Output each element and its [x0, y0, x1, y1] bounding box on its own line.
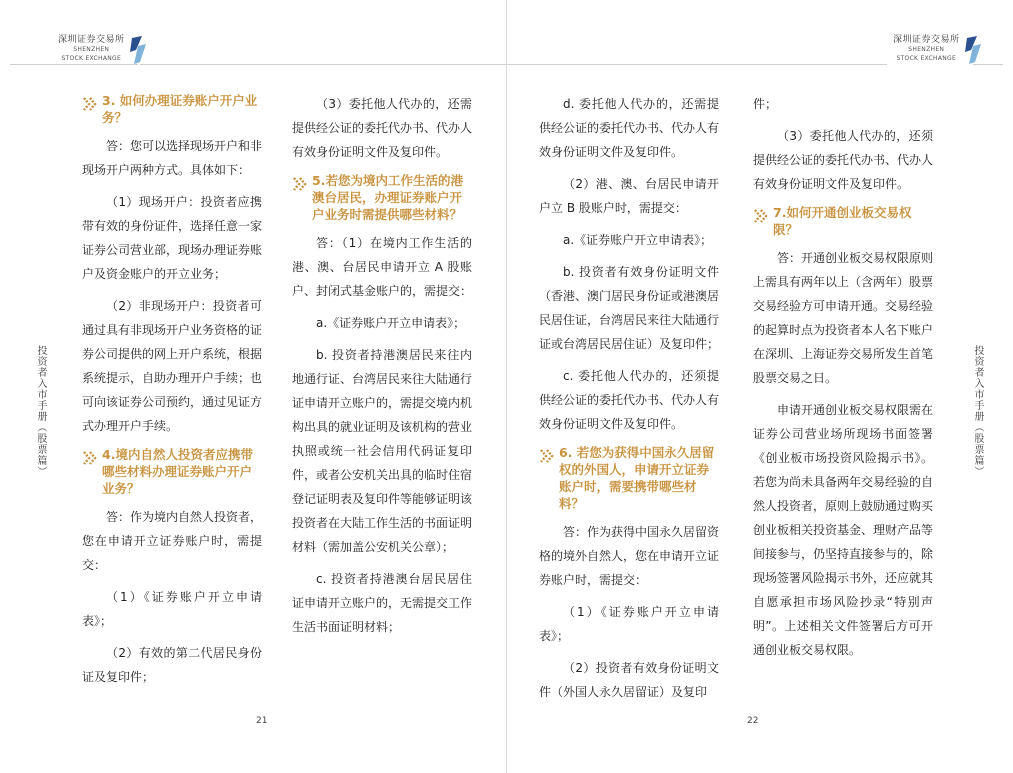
left-page	[0, 0, 506, 773]
header-rule-right	[973, 64, 1003, 65]
right-column-2	[753, 92, 933, 670]
paragraph: 答：作为获得中国永久居留资格的境外自然人，您在申请开立证券账户时，需提交：	[539, 525, 720, 587]
question-title: 6. 若您为获得中国永久居留权的外国人，申请开立证券账户时，需要携带哪些材料？	[559, 445, 715, 511]
chevron-bullet-icon	[292, 172, 312, 223]
question-7	[753, 204, 933, 238]
paragraph: （2）非现场开户：投资者可通过具有非现场开户业务资格的证券公司提供的网上开户系统，根据系统提示，自助办理开户手续；也可向该证券公司预约，通过见证方式办理开户手续。	[82, 299, 263, 433]
paragraph: 申请开通创业板交易权限需在证券公司营业场所现场书面签署《创业板市场投资风险揭示书》。若您为尚未具备两年交易经验的自然人投资者，原则上鼓励通过购买创业板相关投资基金、理财产品等间接参与，仍坚持直接参与的，除现场签署风险揭示书外，还应就其自愿承担市场风险抄录“特别声明”。上述相关文件签署后方可开通创业板交易权限。	[753, 403, 934, 657]
szse-emblem-icon	[128, 36, 148, 64]
paragraph: （1）《证券账户开立申请表》；	[82, 590, 262, 628]
paragraph: a.《证券账户开立申请表》；	[316, 316, 466, 330]
paragraph: （2）有效的第二代居民身份证及复印件；	[82, 646, 262, 684]
header-rule-left	[10, 64, 138, 65]
sidebar-title: 投资者入市手册（股票篇）	[35, 345, 46, 477]
header-rule-left	[507, 64, 887, 65]
paragraph: b. 投资者有效身份证明文件（香港、澳门居民身份证或港澳居民居住证，台湾居民来往大陆通行证或台湾居民居住证）及复印件；	[539, 265, 720, 351]
paragraph: （1）《证券账户开立申请表》；	[539, 605, 719, 643]
left-column-2	[292, 92, 472, 647]
paragraph: （2）投资者有效身份证明文件（外国人永久居留证）及复印	[539, 661, 719, 699]
right-column-1	[539, 92, 719, 712]
paragraph: 答：作为境内自然人投资者，您在申请开立证券账户时，需提交：	[82, 510, 263, 572]
question-title: 4.境内自然人投资者应携带哪些材料办理证券账户开户业务？	[102, 447, 253, 496]
chevron-bullet-icon	[753, 204, 773, 238]
question-title: 7.如何开通创业板交易权限？	[773, 205, 912, 237]
szse-logo: 深圳证券交易所 SHENZHEN STOCK EXCHANGE	[893, 36, 983, 64]
paragraph: d. 委托他人代办的，还需提供经公证的委托代办书、代办人有效身份证明文件及复印件。	[539, 97, 720, 159]
page-number: 21	[256, 716, 268, 726]
paragraph: 答：您可以选择现场开户和非现场开户两种方式。具体如下：	[82, 139, 263, 177]
paragraph: 答：开通创业板交易权限原则上需具有两年以上（含两年）股票交易经验方可申请开通。交易经验的起算时点为投资者本人名下账户在深圳、上海证券交易所发生首笔股票交易之日。	[753, 251, 934, 385]
paragraph: （1）现场开户：投资者应携带有效的身份证件，选择任意一家证券公司营业部，现场办理证券账户及资金账户的开立业务；	[82, 195, 263, 281]
question-title: 3. 如何办理证券账户开户业务？	[102, 93, 258, 125]
sidebar-title: 投资者入市手册（股票篇）	[972, 345, 983, 477]
paragraph: （3）委托他人代办的，还须提供经公证的委托代办书、代办人有效身份证明文件及复印件。	[753, 129, 934, 191]
szse-logo: 深圳证券交易所 SHENZHEN STOCK EXCHANGE	[58, 36, 148, 64]
paragraph: 答：（1）在境内工作生活的港、澳、台居民申请开立 A 股账户、封闭式基金账户的，需提交：	[292, 236, 473, 298]
chevron-bullet-icon	[539, 444, 559, 512]
paragraph: 件；	[753, 97, 778, 111]
paragraph: c. 投资者持港澳台居民居住证申请开立账户的，无需提交工作生活书面证明材料；	[292, 572, 473, 634]
paragraph: a.《证券账户开立申请表》；	[563, 233, 713, 247]
right-page	[507, 0, 1013, 773]
chevron-bullet-icon	[82, 92, 102, 126]
szse-emblem-icon	[963, 36, 983, 64]
paragraph: b. 投资者持港澳居民来往内地通行证、台湾居民来往大陆通行证申请开立账户的，需提交境内机构出具的就业证明及该机构的营业执照或统一社会信用代码证复印件，或者公安机关出具的临时住宿登记证明表及复印件等能够证明该投资者在大陆工作生活的书面证明材料（需加盖公安机关公章）；	[292, 348, 473, 554]
paragraph: c. 委托他人代办的，还须提供经公证的委托代办书、代办人有效身份证明文件及复印件。	[539, 369, 720, 431]
question-title: 5.若您为境内工作生活的港澳台居民，办理证券账户开户业务时需提供哪些材料？	[312, 173, 463, 222]
question-4	[82, 446, 262, 497]
header-rule-right	[140, 64, 506, 65]
question-5	[292, 172, 472, 223]
page-number: 22	[747, 716, 759, 726]
paragraph: （3）委托他人代办的，还需提供经公证的委托代办书、代办人有效身份证明文件及复印件。	[292, 97, 473, 159]
question-6	[539, 444, 719, 512]
chevron-bullet-icon	[82, 446, 102, 497]
paragraph: （2）港、澳、台居民申请开户立 B 股账户时，需提交：	[539, 177, 719, 215]
left-column-1	[82, 92, 262, 697]
question-3	[82, 92, 262, 126]
